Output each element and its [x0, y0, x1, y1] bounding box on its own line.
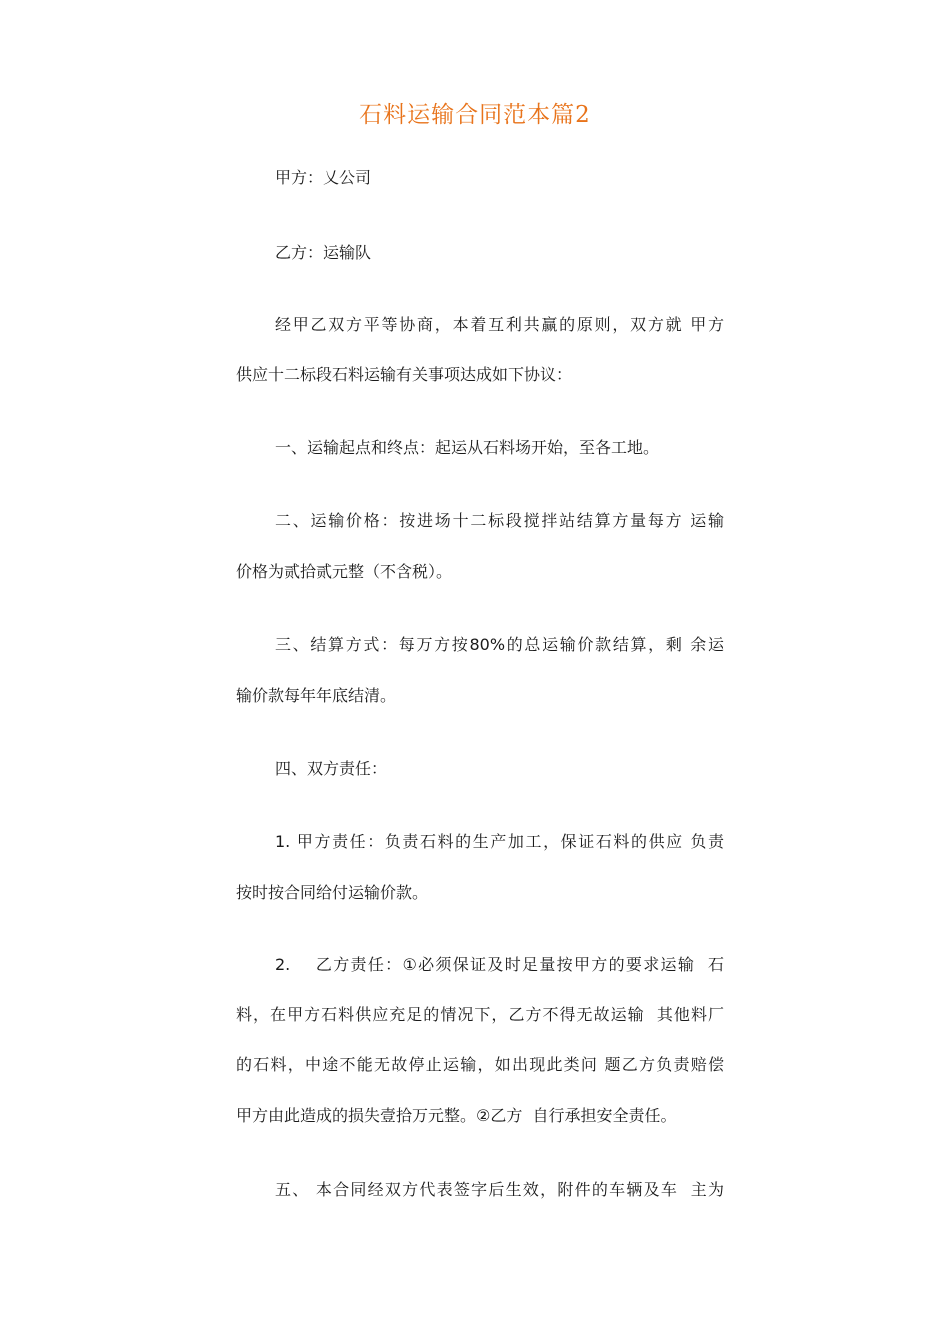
document-title: 石料运输合同范本篇2 — [359, 102, 591, 128]
preamble-line-1: 经甲乙双方平等协商，本着互利共赢的原则，双方就 甲方 — [275, 315, 724, 334]
clause-4-2-line-2: 料，在甲方石料供应充足的情况下，乙方不得无故运输 其他料厂 — [236, 1005, 724, 1024]
clause-5-line-1: 五、 本合同经双方代表签字后生效，附件的车辆及车 主为 — [275, 1180, 724, 1199]
clause-4-2-line-4: 甲方由此造成的损失壹拾万元整。②乙方 自行承担安全责任。 — [236, 1106, 677, 1125]
clause-4-2-line-1: 2. 乙方责任：①必须保证及时足量按甲方的要求运输 石 — [275, 955, 724, 974]
clause-2-line-2: 价格为贰拾贰元整（不含税）。 — [236, 562, 453, 581]
clause-4-1-line-1: 1. 甲方责任：负责石料的生产加工，保证石料的供应 负责 — [275, 832, 724, 851]
clause-3-line-1: 三、结算方式：每万方按80%的总运输价款结算，剩 余运 — [275, 635, 724, 654]
clause-4-1-line-2: 按时按合同给付运输价款。 — [236, 883, 429, 902]
clause-2-line-1: 二、运输价格：按进场十二标段搅拌站结算方量每方 运输 — [275, 511, 724, 530]
clause-4-heading: 四、双方责任： — [275, 759, 388, 778]
clause-3-line-2: 输价款每年年底结清。 — [236, 686, 397, 705]
clause-1-line: 一、运输起点和终点：起运从石料场开始，至各工地。 — [275, 438, 660, 457]
party-a-line: 甲方：乂公司 — [275, 168, 372, 187]
preamble-line-2: 供应十二标段石料运输有关事项达成如下协议： — [236, 365, 573, 384]
clause-4-2-line-3: 的石料，中途不能无故停止运输，如出现此类问 题乙方负责赔偿 — [236, 1055, 724, 1074]
party-b-line: 乙方：运输队 — [275, 243, 372, 262]
